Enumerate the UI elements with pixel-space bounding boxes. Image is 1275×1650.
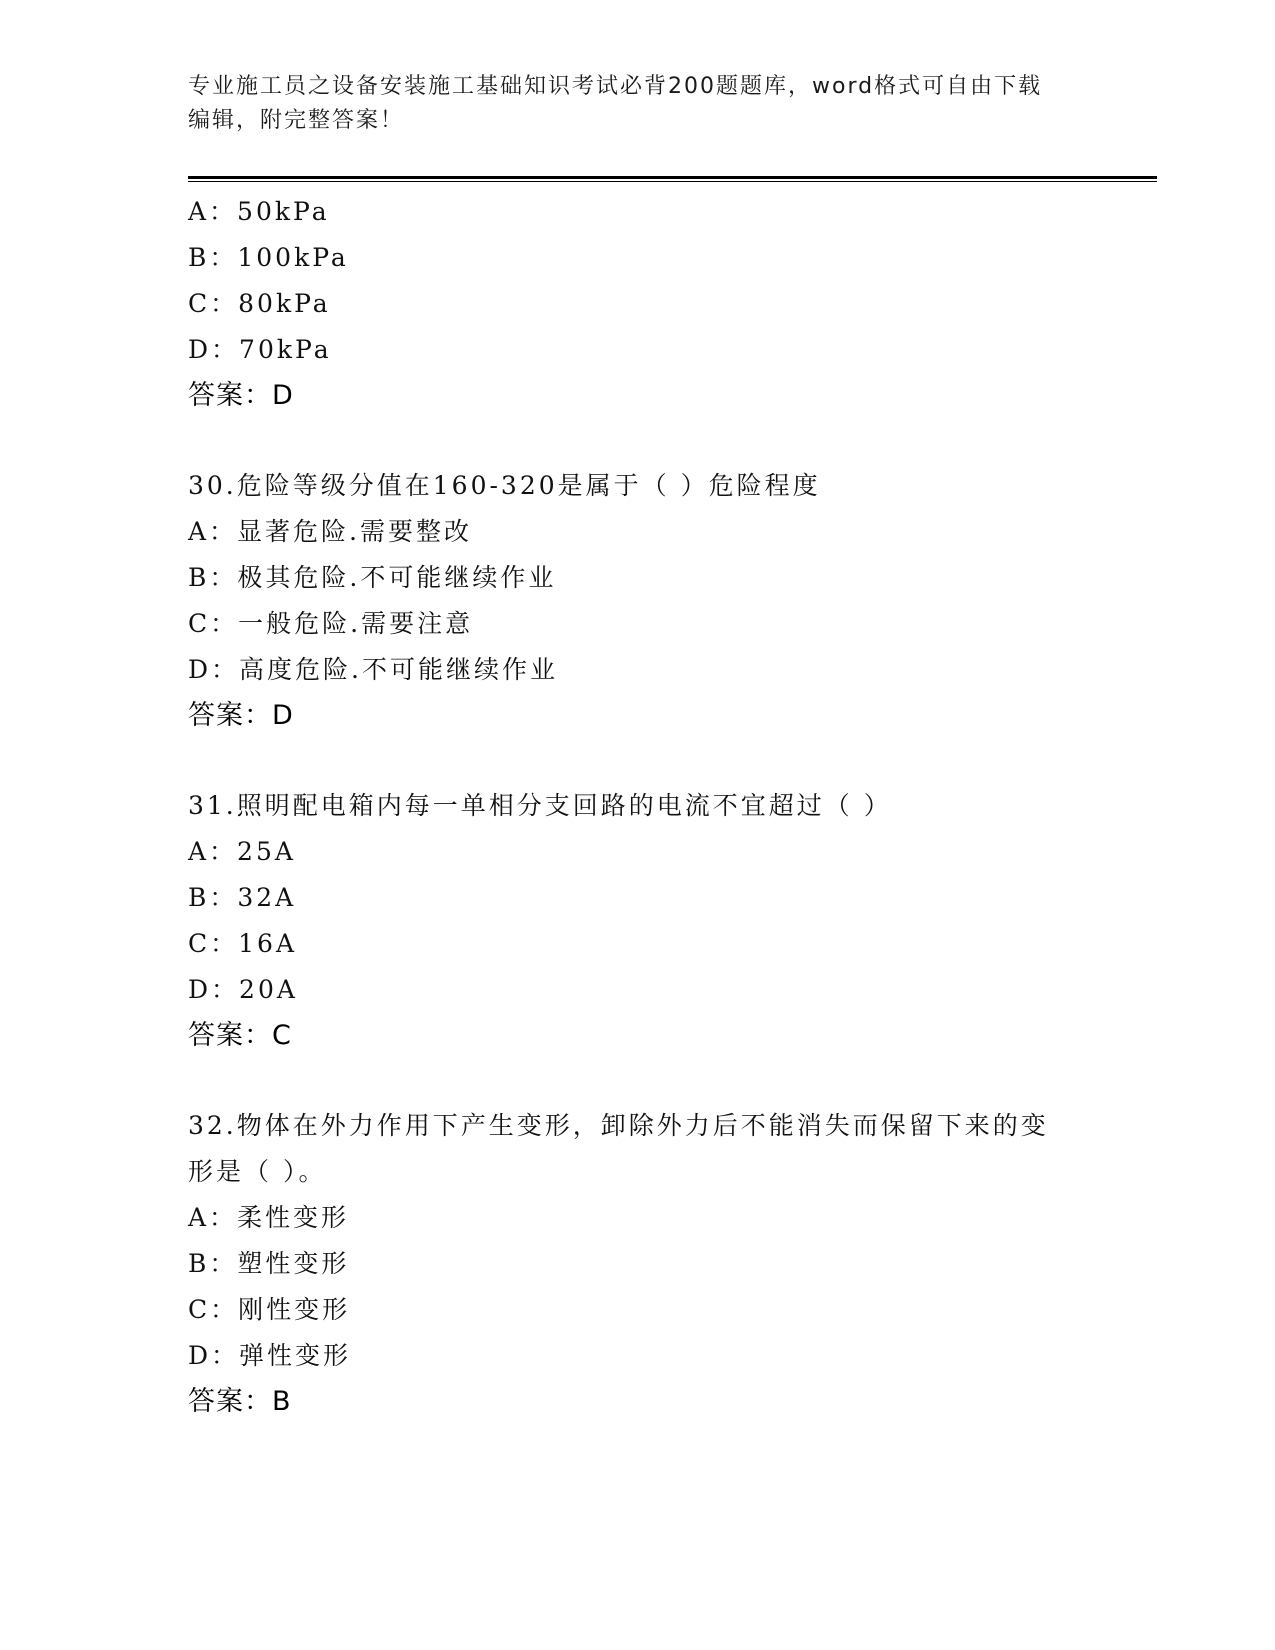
option-b: B：100kPa — [188, 243, 349, 272]
answer-line: 答案：D — [188, 700, 294, 731]
question-29 — [188, 189, 1138, 419]
question-stem-line1: 32.物体在外力作用下产生变形，卸除外力后不能消失而保留下来的变 — [188, 1111, 1049, 1140]
document-header — [188, 70, 1088, 138]
question-30 — [188, 463, 1138, 739]
question-stem: 30.危险等级分值在160-320是属于（ ）危险程度 — [188, 471, 821, 500]
question-stem-line2: 形是（ ）。 — [188, 1157, 327, 1186]
option-d: D：20A — [188, 975, 298, 1004]
option-c: C：一般危险.需要注意 — [188, 609, 474, 638]
option-d: D：弹性变形 — [188, 1341, 352, 1370]
question-32 — [188, 1103, 1138, 1425]
option-b: B：塑性变形 — [188, 1249, 350, 1278]
option-b: B：极其危险.不可能继续作业 — [188, 563, 557, 592]
answer-line: 答案：B — [188, 1386, 292, 1417]
option-a: A：柔性变形 — [188, 1203, 350, 1232]
option-c: C：80kPa — [188, 289, 331, 318]
option-a: A：50kPa — [188, 197, 330, 226]
option-c: C：刚性变形 — [188, 1295, 351, 1324]
question-list — [188, 189, 1138, 1425]
header-title-line1: 专业施工员之设备安装施工基础知识考试必背200题题库，word格式可自由下载 — [188, 74, 1043, 99]
header-title-line2: 编辑，附完整答案！ — [188, 108, 405, 133]
option-c: C：16A — [188, 929, 297, 958]
header-divider-thick — [188, 176, 1157, 179]
answer-line: 答案：C — [188, 1020, 292, 1051]
question-stem: 31.照明配电箱内每一单相分支回路的电流不宜超过（ ） — [188, 791, 892, 820]
option-a: A：25A — [188, 837, 296, 866]
header-divider-thin — [188, 181, 1157, 182]
option-a: A：显著危险.需要整改 — [188, 517, 473, 546]
option-b: B：32A — [188, 883, 297, 912]
option-d: D：高度危险.不可能继续作业 — [188, 655, 558, 684]
option-d: D：70kPa — [188, 335, 332, 364]
answer-line: 答案：D — [188, 380, 294, 411]
question-31 — [188, 783, 1138, 1059]
